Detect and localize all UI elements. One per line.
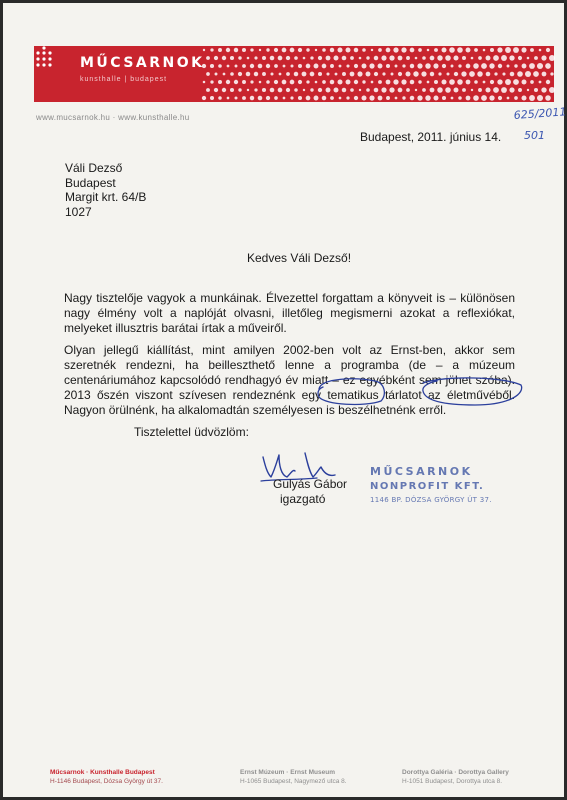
salutation: Kedves Váli Dezső! bbox=[247, 251, 352, 265]
brand-tagline: kunsthalle | budapest bbox=[80, 76, 168, 83]
footer-ernst-muzeum bbox=[240, 768, 347, 786]
letterhead-banner bbox=[34, 46, 554, 102]
footer-title: Dorottya Galéria · Dorottya Gallery bbox=[402, 769, 509, 776]
website-line: www.mucsarnok.hu · www.kunsthalle.hu bbox=[36, 113, 190, 122]
letter-page bbox=[3, 3, 567, 797]
handwritten-note-line1: 625/2011 bbox=[513, 105, 567, 122]
logo-icon bbox=[34, 46, 54, 68]
brand-name: MŰCSARNOK bbox=[80, 55, 205, 71]
footer-address: H-1051 Budapest, Dorottya utca 8. bbox=[402, 778, 503, 785]
handwritten-note bbox=[513, 105, 567, 145]
footer-dorottya-galeria bbox=[402, 768, 509, 786]
signer-title: igazgató bbox=[280, 492, 326, 506]
letter-date: Budapest, 2011. június 14. bbox=[360, 130, 502, 144]
footer-title: Műcsarnok · Kunsthalle Budapest bbox=[50, 769, 155, 776]
recipient-street: Margit krt. 64/B bbox=[65, 190, 147, 204]
recipient-zip: 1027 bbox=[65, 204, 92, 219]
body-paragraph-1: Nagy tisztelője vagyok a munkáinak. Élvezettel forgattam a könyveit is – különösen nagy élmény volt a naplóját olvasni, illetőleg megismerni azokat a reflexiókat, melyeket illusztris barátai írtak a műveiről. bbox=[64, 291, 515, 335]
body-paragraph-2: Olyan jellegű kiállítást, mint amilyen 2002-ben volt az Ernst-ben, akkor sem szeretnék rendezni, ha beilleszthető lenne a programba (de – a múzeum centenáriumához kapcsolódó rendhagyó év miatt – ez egyébként sem jöhet szóba). 2013 őszén viszont szívesen rendeznénk egy tematikus tárlatot az életművéből. Nagyon örülnénk, ha alkalomadtán személyesen is beszélhetnénk erről. bbox=[64, 343, 515, 417]
footer-address: H-1065 Budapest, Nagymező utca 8. bbox=[240, 778, 347, 785]
company-stamp bbox=[370, 465, 492, 504]
footer-address: H-1146 Budapest, Dózsa György út 37. bbox=[50, 778, 163, 785]
stamp-line-1: MŰCSARNOK bbox=[370, 465, 473, 478]
handwritten-note-line2: 501 bbox=[524, 129, 545, 142]
footer-title: Ernst Múzeum · Ernst Museum bbox=[240, 769, 335, 776]
recipient-address bbox=[65, 161, 146, 219]
footer-mucsarnok bbox=[50, 768, 163, 786]
pen-circle-annotation bbox=[315, 375, 525, 409]
closing-line: Tisztelettel üdvözlöm: bbox=[134, 425, 249, 439]
stamp-line-3: 1146 BP. DÓZSA GYÖRGY ÚT 37. bbox=[370, 496, 492, 504]
stamp-line-2: NONPROFIT KFT. bbox=[370, 481, 485, 492]
signer-name: Gulyás Gábor bbox=[273, 477, 348, 491]
recipient-name: Váli Dezső bbox=[65, 161, 123, 175]
recipient-city: Budapest bbox=[65, 175, 116, 190]
